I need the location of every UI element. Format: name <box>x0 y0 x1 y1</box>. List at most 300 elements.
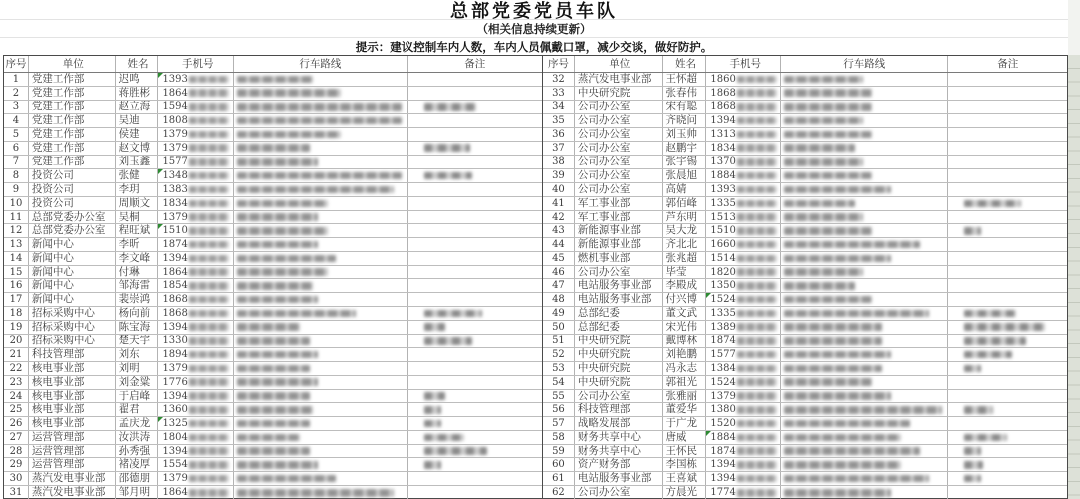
phone-prefix: 1394 <box>162 390 188 402</box>
cell-no: 3 <box>4 101 29 114</box>
redacted-text <box>424 172 472 180</box>
cell-phone <box>706 73 781 86</box>
cell-no: 19 <box>4 321 29 334</box>
cell-name: 刘艳鹏 <box>663 348 707 361</box>
cell-remark <box>948 335 1067 348</box>
redacted-text <box>784 144 855 152</box>
redacted-text <box>784 117 863 125</box>
redacted-text <box>737 296 777 304</box>
cell-phone <box>158 348 234 361</box>
table-row <box>4 307 542 321</box>
table-row <box>543 101 1067 115</box>
table-row <box>543 279 1067 293</box>
cell-name: 李殿成 <box>663 279 707 292</box>
phone-prefix: 1394 <box>162 321 188 333</box>
cell-name: 张健 <box>116 169 159 182</box>
redacted-text <box>737 117 777 125</box>
cell-remark <box>408 197 542 210</box>
cell-name: 张雅丽 <box>663 390 707 403</box>
cell-route <box>234 156 407 169</box>
cell-phone <box>158 238 234 251</box>
cell-remark <box>948 431 1067 444</box>
redacted-text <box>189 434 229 442</box>
cell-route <box>781 348 948 361</box>
table-row <box>543 362 1067 376</box>
phone-prefix: 1776 <box>162 376 188 388</box>
cell-remark <box>948 486 1067 499</box>
cell-unit: 财务共享中心 <box>575 445 663 458</box>
redacted-text <box>964 351 1012 359</box>
phone-prefix: 1834 <box>710 142 736 154</box>
cell-no: 40 <box>543 183 575 196</box>
cell-no: 12 <box>4 224 29 237</box>
redacted-text <box>737 200 777 208</box>
cell-phone <box>706 431 781 444</box>
col-header-unit: 单位 <box>29 56 116 72</box>
cell-no: 33 <box>543 87 575 100</box>
redacted-text <box>964 227 981 235</box>
cell-remark <box>948 279 1067 292</box>
table-body-left <box>4 73 542 499</box>
cell-no: 42 <box>543 211 575 224</box>
cell-route <box>234 403 407 416</box>
cell-name: 戴博林 <box>663 335 707 348</box>
cell-name: 程旺斌 <box>116 224 159 237</box>
cell-route <box>781 321 948 334</box>
cell-remark <box>408 114 542 127</box>
phone-prefix: 1379 <box>162 128 188 140</box>
redacted-text <box>784 200 855 208</box>
cell-no: 41 <box>543 197 575 210</box>
redacted-text <box>737 76 777 84</box>
cell-phone <box>706 362 781 375</box>
cell-unit: 中央研究院 <box>575 335 663 348</box>
cell-name: 于广龙 <box>663 417 707 430</box>
redacted-text <box>964 475 981 483</box>
cell-name: 孟庆龙 <box>116 417 159 430</box>
cell-no: 25 <box>4 403 29 416</box>
excel-indicator-icon <box>158 73 163 78</box>
redacted-text <box>237 447 310 455</box>
phone-prefix: 1894 <box>162 349 188 361</box>
cell-no: 11 <box>4 211 29 224</box>
cell-name: 宋光伟 <box>663 321 707 334</box>
cell-name: 陈宝海 <box>116 321 159 334</box>
cell-no: 18 <box>4 307 29 320</box>
cell-remark <box>408 183 542 196</box>
redacted-text <box>784 103 872 111</box>
phone-prefix: 1394 <box>162 445 188 457</box>
redacted-text <box>424 406 441 414</box>
cell-remark <box>948 445 1067 458</box>
cell-unit: 军工事业部 <box>575 197 663 210</box>
redacted-text <box>784 296 872 304</box>
redacted-text <box>189 268 229 276</box>
redacted-text <box>237 158 318 166</box>
table-row <box>4 87 542 101</box>
cell-name: 董文武 <box>663 307 707 320</box>
cell-remark <box>948 224 1067 237</box>
cell-no: 48 <box>543 293 575 306</box>
cell-no: 49 <box>543 307 575 320</box>
redacted-text <box>964 406 993 414</box>
cell-phone <box>158 279 234 292</box>
redacted-text <box>737 323 777 331</box>
redacted-text <box>737 268 777 276</box>
cell-no: 21 <box>4 348 29 361</box>
table-row <box>543 458 1067 472</box>
cell-no: 2 <box>4 87 29 100</box>
table-row <box>4 266 542 280</box>
phone-prefix: 1380 <box>710 404 736 416</box>
table-row <box>4 458 542 472</box>
table-row <box>543 238 1067 252</box>
redacted-text <box>237 365 310 373</box>
cell-unit: 蒸汽发电事业部 <box>29 472 116 485</box>
cell-unit: 电站服务事业部 <box>575 472 663 485</box>
phone-prefix: 1884 <box>710 431 736 443</box>
cell-route <box>781 142 948 155</box>
redacted-text <box>189 76 229 84</box>
cell-no: 17 <box>4 293 29 306</box>
redacted-text <box>737 392 777 400</box>
cell-remark <box>408 238 542 251</box>
cell-unit: 党建工作部 <box>29 101 116 114</box>
cell-name: 邵德朋 <box>116 472 159 485</box>
redacted-text <box>237 213 318 221</box>
cell-no: 43 <box>543 224 575 237</box>
table-row <box>4 348 542 362</box>
cell-unit: 党建工作部 <box>29 114 116 127</box>
cell-no: 56 <box>543 403 575 416</box>
cell-route <box>781 362 948 375</box>
cell-no: 13 <box>4 238 29 251</box>
cell-route <box>781 458 948 471</box>
cell-remark <box>408 169 542 182</box>
redacted-text <box>189 392 229 400</box>
table-row <box>543 142 1067 156</box>
cell-phone <box>706 238 781 251</box>
cell-name: 董爱华 <box>663 403 707 416</box>
phone-prefix: 1874 <box>162 239 188 251</box>
cell-route <box>234 73 407 86</box>
cell-phone <box>158 486 234 499</box>
redacted-text <box>237 117 402 125</box>
table-row <box>4 156 542 170</box>
table-row <box>4 114 542 128</box>
table-row <box>543 321 1067 335</box>
cell-phone <box>706 335 781 348</box>
cell-route <box>234 101 407 114</box>
redacted-text <box>189 378 229 386</box>
cell-phone <box>158 417 234 430</box>
redacted-text <box>784 172 872 180</box>
redacted-text <box>237 392 310 400</box>
cell-remark <box>948 390 1067 403</box>
cell-route <box>234 445 407 458</box>
cell-unit: 中央研究院 <box>575 376 663 389</box>
cell-route <box>234 293 407 306</box>
cell-remark <box>408 458 542 471</box>
cell-remark <box>948 321 1067 334</box>
cell-route <box>234 266 407 279</box>
cell-name: 邹月明 <box>116 486 159 499</box>
cell-route <box>234 321 407 334</box>
cell-remark <box>948 307 1067 320</box>
table-row <box>543 417 1067 431</box>
cell-no: 55 <box>543 390 575 403</box>
cell-no: 53 <box>543 362 575 375</box>
cell-phone <box>158 307 234 320</box>
cell-remark <box>408 335 542 348</box>
cell-phone <box>706 403 781 416</box>
phone-prefix: 1379 <box>710 390 736 402</box>
cell-unit: 党建工作部 <box>29 156 116 169</box>
redacted-text <box>784 255 891 263</box>
cell-name: 王喜斌 <box>663 472 707 485</box>
cell-phone <box>706 252 781 265</box>
cell-phone <box>158 293 234 306</box>
cell-route <box>781 390 948 403</box>
phone-prefix: 1384 <box>710 362 736 374</box>
table-row <box>543 197 1067 211</box>
cell-no: 32 <box>543 73 575 86</box>
cell-remark <box>948 458 1067 471</box>
phone-prefix: 1874 <box>710 335 736 347</box>
cell-no: 45 <box>543 252 575 265</box>
phone-prefix: 1510 <box>710 225 736 237</box>
phone-prefix: 1868 <box>162 307 188 319</box>
cell-route <box>781 417 948 430</box>
cell-no: 10 <box>4 197 29 210</box>
redacted-text <box>237 76 313 84</box>
cell-unit: 党建工作部 <box>29 128 116 141</box>
redacted-text <box>237 406 313 414</box>
redacted-text <box>784 378 872 386</box>
cell-name: 郭祖光 <box>663 376 707 389</box>
cell-route <box>234 197 407 210</box>
cell-unit: 公司办公室 <box>575 156 663 169</box>
cell-phone <box>158 458 234 471</box>
phone-prefix: 1394 <box>710 459 736 471</box>
phone-prefix: 1554 <box>162 459 188 471</box>
cell-route <box>234 252 407 265</box>
redacted-text <box>237 144 310 152</box>
redacted-text <box>784 406 942 414</box>
redacted-text <box>737 89 777 97</box>
cell-unit: 总部纪委 <box>575 321 663 334</box>
cell-no: 36 <box>543 128 575 141</box>
cell-name: 刘玉鑫 <box>116 156 159 169</box>
redacted-text <box>237 337 310 345</box>
cell-phone <box>706 197 781 210</box>
cell-name: 赵立海 <box>116 101 159 114</box>
cell-no: 52 <box>543 348 575 361</box>
cell-route <box>234 486 407 499</box>
redacted-text <box>737 310 777 318</box>
cell-unit: 公司办公室 <box>575 266 663 279</box>
cell-no: 23 <box>4 376 29 389</box>
table-row <box>543 472 1067 486</box>
table-row <box>4 321 542 335</box>
redacted-text <box>784 89 872 97</box>
cell-route <box>781 486 948 499</box>
redacted-text <box>737 131 777 139</box>
cell-unit: 新闻中心 <box>29 252 116 265</box>
redacted-text <box>737 255 777 263</box>
phone-prefix: 1350 <box>710 280 736 292</box>
phone-prefix: 1330 <box>162 335 188 347</box>
cell-name: 刘玉帅 <box>663 128 707 141</box>
redacted-text <box>424 447 487 455</box>
cell-unit: 新能源事业部 <box>575 224 663 237</box>
cell-no: 7 <box>4 156 29 169</box>
redacted-text <box>737 489 777 497</box>
cell-name: 齐北北 <box>663 238 707 251</box>
redacted-text <box>737 475 777 483</box>
table-row <box>4 362 542 376</box>
cell-unit: 运营管理部 <box>29 445 116 458</box>
excel-indicator-icon <box>158 224 163 229</box>
cell-no: 38 <box>543 156 575 169</box>
redacted-text <box>189 365 229 373</box>
redacted-text <box>784 241 920 249</box>
redacted-text <box>737 461 777 469</box>
redacted-text <box>784 323 882 331</box>
phone-prefix: 1389 <box>710 321 736 333</box>
redacted-text <box>784 351 891 359</box>
cell-phone <box>158 87 234 100</box>
redacted-text <box>189 461 229 469</box>
redacted-text <box>424 310 482 318</box>
redacted-text <box>424 337 472 345</box>
cell-unit: 招标采购中心 <box>29 321 116 334</box>
phone-prefix: 1874 <box>710 445 736 457</box>
table-row <box>543 403 1067 417</box>
cell-no: 28 <box>4 445 29 458</box>
cell-route <box>234 376 407 389</box>
redacted-text <box>784 310 929 318</box>
excel-indicator-icon <box>158 417 163 422</box>
cell-remark <box>948 197 1067 210</box>
cell-no: 59 <box>543 445 575 458</box>
cell-no: 27 <box>4 431 29 444</box>
cell-name: 王怀民 <box>663 445 707 458</box>
table-row <box>4 431 542 445</box>
cell-no: 16 <box>4 279 29 292</box>
phone-prefix: 1370 <box>710 156 736 168</box>
cell-unit: 科技管理部 <box>29 348 116 361</box>
cell-unit: 新闻中心 <box>29 238 116 251</box>
phone-prefix: 1864 <box>162 487 188 499</box>
cell-name: 周顺文 <box>116 197 159 210</box>
cell-remark <box>948 128 1067 141</box>
cell-unit: 战略发展部 <box>575 417 663 430</box>
table-row <box>4 486 542 499</box>
cell-route <box>781 376 948 389</box>
cell-name: 唐威 <box>663 431 707 444</box>
redacted-text <box>784 158 863 166</box>
cell-route <box>234 362 407 375</box>
cell-route <box>234 417 407 430</box>
cell-route <box>781 224 948 237</box>
cell-phone <box>706 486 781 499</box>
cell-name: 冯永志 <box>663 362 707 375</box>
cell-remark <box>948 142 1067 155</box>
phone-prefix: 1513 <box>710 211 736 223</box>
cell-remark <box>948 376 1067 389</box>
table-row <box>543 431 1067 445</box>
redacted-text <box>237 351 318 359</box>
redacted-text <box>784 227 872 235</box>
cell-unit: 核电事业部 <box>29 376 116 389</box>
cell-name: 张宇锡 <box>663 156 707 169</box>
cell-route <box>781 211 948 224</box>
cell-unit: 运营管理部 <box>29 458 116 471</box>
roster-table-right <box>542 55 1068 499</box>
cell-remark <box>948 293 1067 306</box>
cell-name: 张兆超 <box>663 252 707 265</box>
cell-phone <box>158 390 234 403</box>
redacted-text <box>237 420 310 428</box>
redacted-text <box>189 227 229 235</box>
cell-unit: 党建工作部 <box>29 73 116 86</box>
cell-unit: 公司办公室 <box>575 142 663 155</box>
excel-indicator-icon <box>706 293 711 298</box>
cell-name: 李文峰 <box>116 252 159 265</box>
cell-unit: 电站服务事业部 <box>575 279 663 292</box>
redacted-text <box>189 337 229 345</box>
phone-prefix: 1834 <box>162 197 188 209</box>
redacted-text <box>424 392 445 400</box>
redacted-text <box>237 268 328 276</box>
cell-route <box>234 348 407 361</box>
redacted-text <box>189 241 229 249</box>
phone-prefix: 1510 <box>162 225 188 237</box>
cell-route <box>234 390 407 403</box>
table-row <box>4 335 542 349</box>
redacted-text <box>237 310 356 318</box>
cell-route <box>781 293 948 306</box>
cell-no: 29 <box>4 458 29 471</box>
table-row <box>543 376 1067 390</box>
redacted-text <box>189 406 229 414</box>
redacted-text <box>189 282 229 290</box>
cell-phone <box>158 445 234 458</box>
cell-name: 方晨光 <box>663 486 707 499</box>
cell-name: 赵文博 <box>116 142 159 155</box>
cell-no: 47 <box>543 279 575 292</box>
redacted-text <box>237 489 394 497</box>
cell-unit: 招标采购中心 <box>29 335 116 348</box>
cell-unit: 党建工作部 <box>29 142 116 155</box>
table-row <box>4 390 542 404</box>
cell-remark <box>408 417 542 430</box>
safety-notice: 提示：建议控制车内人数，车内人员佩戴口罩，减少交谈，做好防护。 <box>355 39 713 54</box>
cell-phone <box>706 142 781 155</box>
cell-unit: 招标采购中心 <box>29 307 116 320</box>
roster-table-left <box>3 55 543 499</box>
cell-remark <box>408 348 542 361</box>
redacted-text <box>737 282 777 290</box>
cell-route <box>781 431 948 444</box>
redacted-text <box>237 434 300 442</box>
cell-no: 24 <box>4 390 29 403</box>
cell-route <box>234 307 407 320</box>
cell-route <box>781 238 948 251</box>
cell-remark <box>948 73 1067 86</box>
cell-phone <box>158 252 234 265</box>
